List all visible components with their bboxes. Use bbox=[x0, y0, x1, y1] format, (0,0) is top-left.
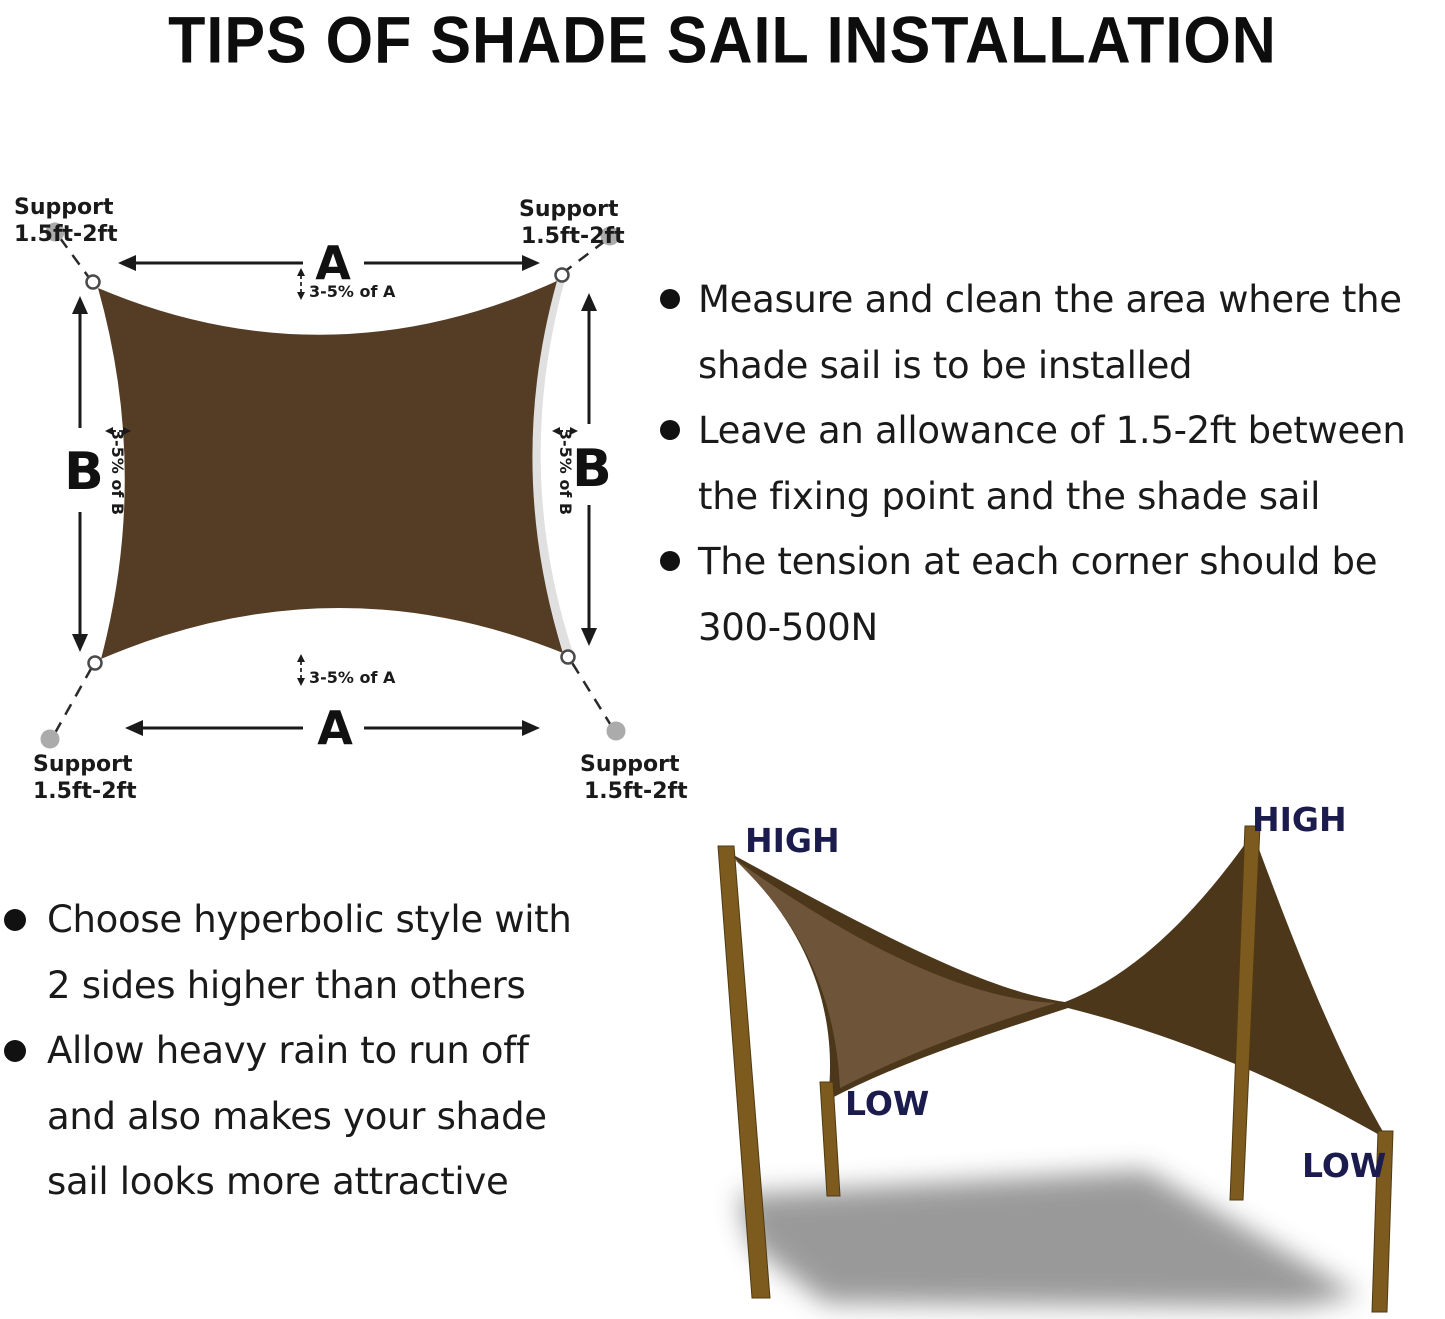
sail-light-surface bbox=[733, 858, 1056, 1088]
sag-arrow-head bbox=[297, 678, 305, 686]
bullet-icon bbox=[660, 551, 680, 571]
installation-tips-list bbox=[656, 267, 1445, 660]
high-label-left: HIGH bbox=[745, 821, 840, 860]
tip-line: 300-500N bbox=[698, 605, 878, 649]
support-line-bottom-left bbox=[55, 667, 92, 733]
tip-line: Measure and clean the area where the bbox=[698, 278, 1402, 321]
side-b-label-right: B bbox=[572, 439, 612, 499]
arrow-head-down bbox=[581, 628, 597, 646]
sag-a-label-top: 3-5% of A bbox=[309, 282, 396, 301]
shade-sail-measurement-diagram bbox=[0, 180, 688, 820]
tip-line: Allow heavy rain to run off bbox=[47, 1029, 529, 1072]
arrow-head-left bbox=[125, 720, 143, 736]
support-label: 1.5ft-2ft bbox=[521, 224, 625, 249]
corner-ring-bottom-right bbox=[562, 651, 575, 664]
support-anchor-dot bbox=[607, 722, 626, 741]
sag-b-label-left: 3-5% of B bbox=[108, 428, 127, 516]
style-tips-list bbox=[4, 887, 644, 1215]
tip-line: the fixing point and the shade sail bbox=[698, 474, 1321, 518]
side-a-label-top: A bbox=[315, 236, 351, 290]
support-label: Support bbox=[14, 195, 114, 220]
bullet-icon bbox=[660, 289, 680, 309]
tip-line: and also makes your shade bbox=[47, 1094, 547, 1138]
arrow-head-left bbox=[118, 255, 136, 271]
corner-ring-bottom-left bbox=[89, 657, 102, 670]
sag-arrow-head bbox=[297, 292, 305, 300]
support-anchor-dot bbox=[41, 730, 60, 749]
bullet-icon bbox=[4, 1040, 26, 1062]
pole-low-left bbox=[820, 1082, 840, 1196]
arrow-head-up bbox=[581, 293, 597, 311]
sail-shape bbox=[98, 281, 563, 659]
arrow-head-right bbox=[522, 720, 540, 736]
support-line-bottom-right bbox=[571, 661, 612, 727]
sag-b-label-right: 3-5% of B bbox=[556, 428, 575, 516]
tip-line: shade sail is to be installed bbox=[698, 343, 1193, 387]
side-b-label-left: B bbox=[64, 442, 104, 502]
list-item bbox=[656, 267, 1445, 398]
tip-line: 2 sides higher than others bbox=[47, 963, 526, 1007]
arrow-head-down bbox=[72, 634, 88, 652]
support-label: 1.5ft-2ft bbox=[33, 779, 137, 804]
tip-line: The tension at each corner should be bbox=[698, 540, 1378, 583]
corner-ring-top-left bbox=[87, 276, 100, 289]
tip-line: Choose hyperbolic style with bbox=[47, 898, 572, 941]
hyperbolic-sail-illustration bbox=[640, 780, 1445, 1319]
tip-line: Leave an allowance of 1.5-2ft between bbox=[698, 409, 1406, 452]
pole-high-left bbox=[718, 846, 770, 1298]
support-label: 1.5ft-2ft bbox=[584, 779, 688, 804]
sag-arrow-head bbox=[297, 654, 305, 662]
sag-arrow-head bbox=[297, 268, 305, 276]
sag-a-label-bottom: 3-5% of A bbox=[309, 668, 396, 687]
list-item bbox=[656, 398, 1445, 529]
page-title: TIPS OF SHADE SAIL INSTALLATION bbox=[168, 3, 1277, 77]
corner-ring-top-right bbox=[556, 269, 569, 282]
side-a-label-bottom: A bbox=[317, 701, 353, 755]
support-label: 1.5ft-2ft bbox=[14, 222, 118, 247]
list-item bbox=[4, 1018, 644, 1215]
list-item bbox=[4, 887, 644, 1018]
arrow-head-right bbox=[522, 255, 540, 271]
arrow-head-up bbox=[72, 296, 88, 314]
support-label: Support bbox=[580, 752, 680, 777]
support-label: Support bbox=[519, 197, 619, 222]
low-label-left: LOW bbox=[845, 1084, 930, 1123]
list-item bbox=[656, 529, 1445, 660]
low-label-right: LOW bbox=[1302, 1146, 1387, 1185]
support-label: Support bbox=[33, 752, 133, 777]
high-label-right: HIGH bbox=[1252, 800, 1347, 839]
bullet-icon bbox=[4, 909, 26, 931]
bullet-icon bbox=[660, 420, 680, 440]
tip-line: sail looks more attractive bbox=[47, 1160, 509, 1203]
